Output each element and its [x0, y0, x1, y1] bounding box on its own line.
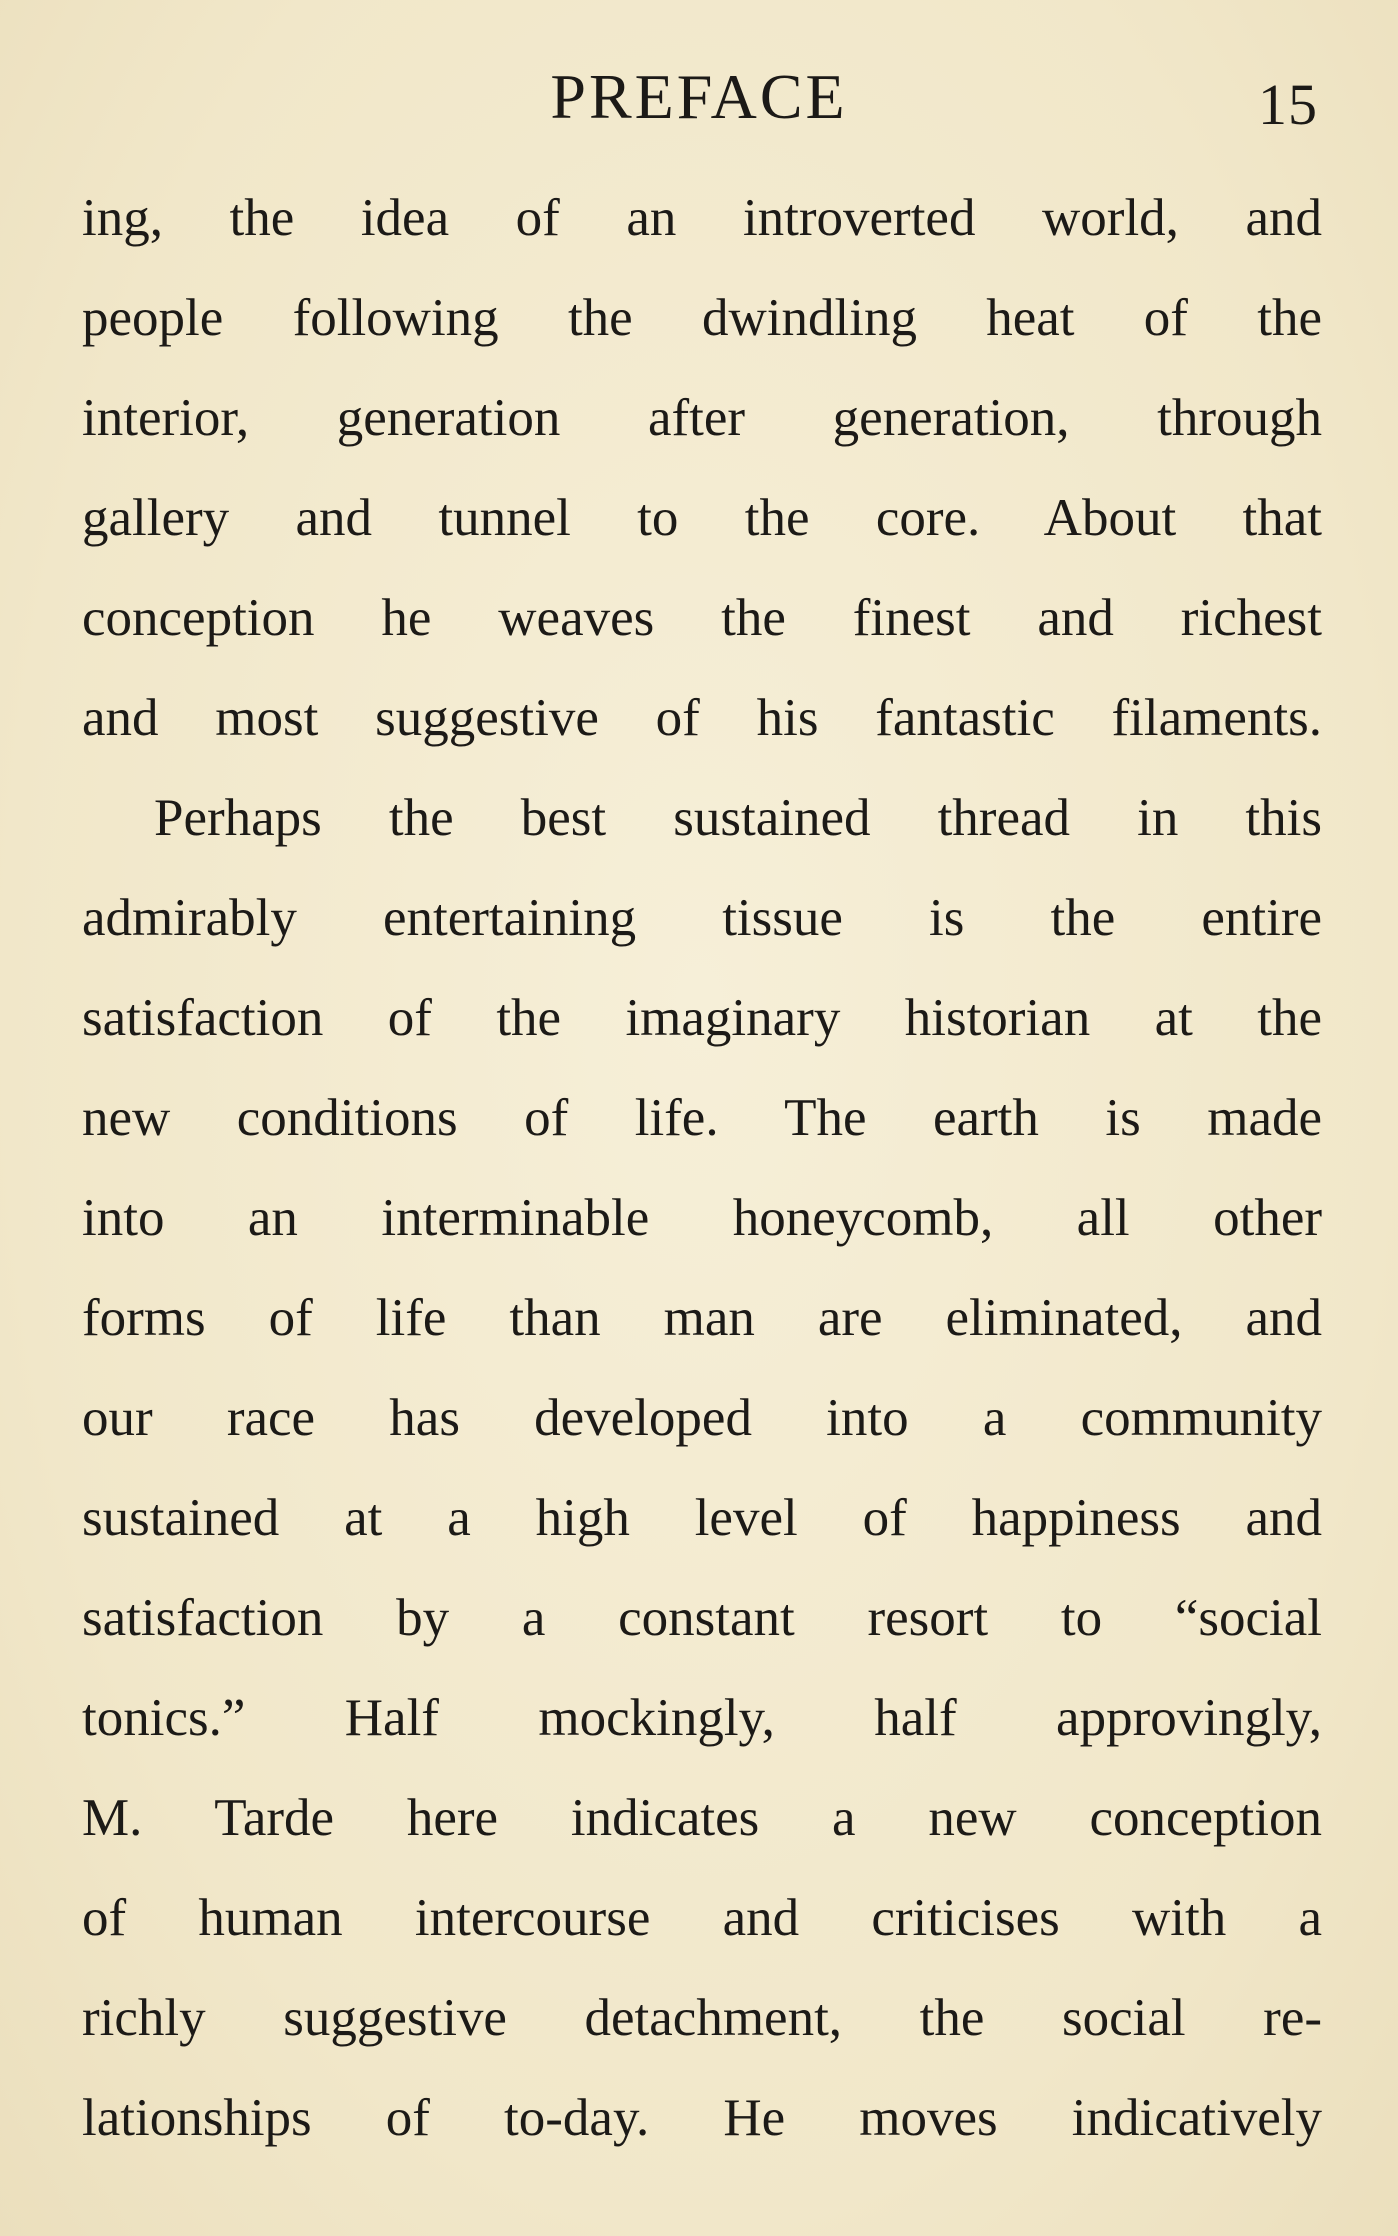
text-line: ing, the idea of an introverted world, and	[82, 189, 1322, 247]
running-title: PREFACE	[550, 61, 848, 132]
text-line: M. Tarde here indicates a new conception	[82, 1789, 1322, 1847]
running-head	[0, 52, 1398, 142]
text-line: and most suggestive of his fantastic filaments.	[82, 689, 1322, 747]
text-line: forms of life than man are eliminated, and	[82, 1289, 1322, 1347]
text-line: admirably entertaining tissue is the entire	[82, 889, 1322, 947]
text-line: conception he weaves the finest and richest	[82, 589, 1322, 647]
text-line: into an interminable honeycomb, all other	[82, 1189, 1322, 1247]
text-line: richly suggestive detachment, the social re-	[82, 1989, 1322, 2047]
text-line: lationships of to-day. He moves indicatively	[82, 2089, 1322, 2147]
text-line: of human intercourse and criticises with a	[82, 1889, 1322, 1947]
text-line: sustained at a high level of happiness and	[82, 1489, 1322, 1547]
text-line: Perhaps the best sustained thread in this	[154, 789, 1322, 847]
text-line: our race has developed into a community	[82, 1389, 1322, 1447]
text-line: tonics.” Half mockingly, half approvingly,	[82, 1689, 1322, 1747]
page-number: 15	[1258, 72, 1318, 137]
text-line: satisfaction of the imaginary historian at the	[82, 989, 1322, 1047]
text-line: gallery and tunnel to the core. About that	[82, 489, 1322, 547]
text-line: people following the dwindling heat of the	[82, 289, 1322, 347]
body-text	[82, 168, 1322, 2168]
text-line: interior, generation after generation, through	[82, 389, 1322, 447]
text-line: satisfaction by a constant resort to “social	[82, 1589, 1322, 1647]
text-line: new conditions of life. The earth is made	[82, 1089, 1322, 1147]
